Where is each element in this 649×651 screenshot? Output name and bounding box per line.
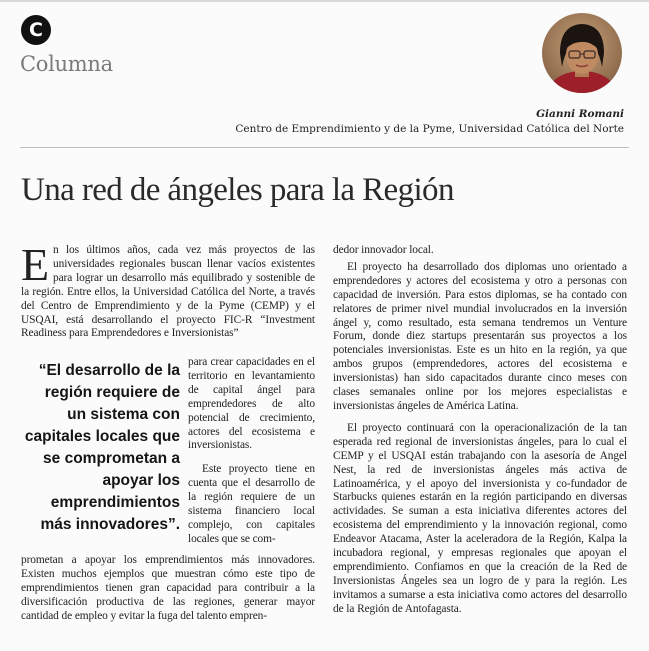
pull-quote: “El desarrollo de la región requiere de un sistema con capitales locales que se comprometan a apoyar los emprendimientos más innovadores”. bbox=[24, 362, 180, 533]
author-affiliation: Centro de Emprendimiento y de la Pyme, Universidad Católica del Norte bbox=[235, 123, 624, 135]
narrow-paragraph-1: para crear capacidades en el territorio en levantamiento de capital ángel para emprendedores de alto potencial de crecimiento, actores del ecosistema e inversionistas. bbox=[188, 356, 315, 452]
right-paragraph-0: dedor innovador local. bbox=[333, 244, 434, 256]
column-left-bottom bbox=[21, 554, 315, 624]
right-paragraph-1: El proyecto ha desarrollado dos diplomas uno orientado a emprendedores y actores del ecosistema y otro a personas con capacidad de inversión. Para estos diplomas, se ha contado con relatores de primer nivel mundial involucrados en la inversión ángel y, como resultado, esta semana tendremos un Venture Forum, donde diez startups presentarán sus proyectos a los potenciales inversionistas. Este es un hito en la región, ya que ambos grupos (emprendedores, actores del ecosistema e inversionistas) han sido capacitados durante cinco meses con clases semanales online por los mejores especialistas e inversionistas ángeles de América Latina. bbox=[333, 260, 627, 412]
author-avatar bbox=[542, 13, 622, 93]
column-right bbox=[333, 244, 627, 617]
narrow-paragraph-2: Este proyecto tiene en cuenta que el desarrollo de la región requiere de un sistema financiero local complejo, con capitales locales que se com- bbox=[188, 463, 315, 545]
lead-paragraph bbox=[21, 239, 315, 341]
section-label: Columna bbox=[20, 52, 113, 76]
column-left-top bbox=[21, 239, 315, 341]
author-photo-icon bbox=[542, 13, 622, 93]
top-rule bbox=[0, 0, 649, 2]
article-headline: Una red de ángeles para la Región bbox=[21, 172, 454, 208]
header-divider bbox=[20, 147, 629, 148]
lead-text: n los últimos años, cada vez más proyectos de las universidades regionales buscan llenar vacíos existentes para lograr un desarrollo más equilibrado y sostenible de la región. Entre ellos, la Universidad Católica del Norte, a través del Centro de Emprendimiento y de la Pyme (CEMP) y el USQAI, está desarrollando el proyecto FIC-R “Investment Readiness para Emprendedores e Inversionistas” bbox=[21, 244, 315, 340]
right-paragraph-2: El proyecto continuará con la operacionalización de la tan esperada red regional de inversionistas ángeles, para lo cual el CEMP y el USQAI están trabajando con la asesoría de Angel Nest, la red de inversionistas ángeles más activa de Latinoamérica, y el apoyo del inversionista y co-fundador de Starbucks quienes estarán en la región participando en diversas actividades. Se suman a esta iniciativa diferentes actores del ecosistema del emprendimiento y la innovación regional, como Endeavor Atacama, Aster la aceleradora de la Región, Kalpa la incubadora regional, y empresas regionales que apoyan el emprendimiento. Confiamos en que la creación de la Red de Inversionistas Ángeles sea un logro de y para la región. Les invitamos a sumarse a esta iniciativa como actores del desarrollo de la Región de Antofagasta. bbox=[333, 421, 627, 615]
author-name: Gianni Romani bbox=[536, 108, 624, 120]
column-left-narrow bbox=[188, 356, 315, 547]
drop-cap: E bbox=[21, 239, 49, 290]
column-badge-icon: C bbox=[21, 15, 51, 45]
bottom-paragraph: prometan a apoyar los emprendimientos más innovadores. Existen muchos ejemplos que muestran cómo este tipo de emprendimientos tienen gran capacidad para contribuir a la diversificación productiva de las regiones, generar mayor cantidad de empleo y evitar la fuga del talento empren- bbox=[21, 554, 315, 622]
